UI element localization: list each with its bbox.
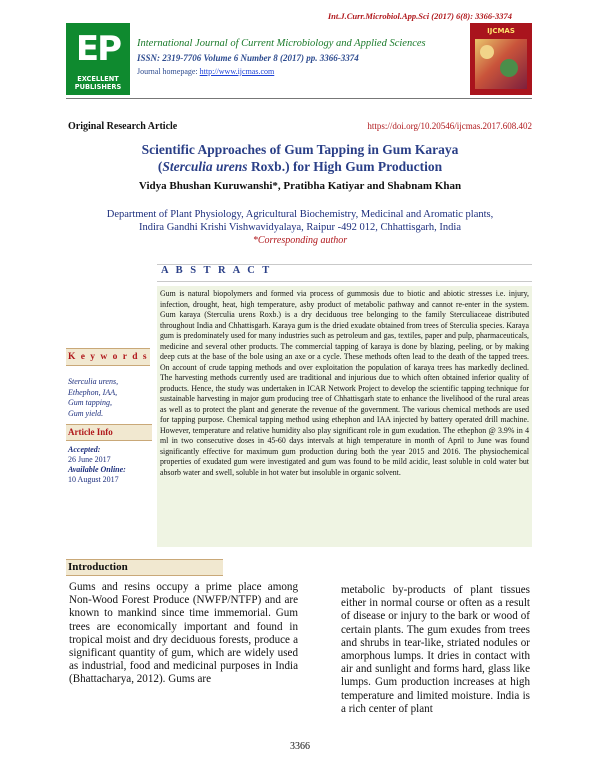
- keywords-heading: K e y w o r d s: [66, 348, 150, 366]
- cover-art-shape: [500, 59, 518, 77]
- introduction-column-2: metabolic by-products of plant tissues either in normal course or often as a result of disease or injury to the bark or wood of certain plants. The gum exudes from trees and shrubs in tear-like, striated nodules or amorphous lumps. It dries in contact with air and sunlight and forms hard, glass like lumps. Gum production increases at high temperature and limited moisture. India is a rich center of plant: [341, 584, 530, 715]
- running-head: Int.J.Curr.Microbiol.App.Sci (2017) 6(8): 3366-3374: [327, 11, 512, 21]
- publisher-logo-mark: EP: [75, 29, 121, 69]
- affiliation-line-2: Indira Gandhi Krishi Vishwavidyalaya, Raipur -492 012, Chhattisgarh, India: [139, 222, 461, 233]
- article-type: Original Research Article: [68, 121, 178, 132]
- title-paren: (: [157, 159, 163, 174]
- journal-cover-image: [470, 23, 532, 95]
- abstract-heading-rule: [157, 281, 532, 282]
- available-online-date: 10 August 2017: [68, 475, 119, 484]
- publisher-name: EXCELLENT PUBLISHERS: [74, 75, 122, 91]
- issn-line: ISSN: 2319-7706 Volume 6 Number 8 (2017) pp. 3366-3374: [137, 53, 359, 63]
- title-line-2-rest: Roxb.) for High Gum Production: [247, 159, 443, 174]
- homepage-link[interactable]: http://www.ijcmas.com: [199, 67, 275, 76]
- affiliation: [0, 208, 600, 247]
- title-line-1: Scientific Approaches of Gum Tapping in Gum Karaya: [141, 142, 459, 157]
- article-info-heading: Article Info: [66, 424, 152, 441]
- homepage-label: Journal homepage:: [137, 67, 200, 76]
- doi-link[interactable]: https://doi.org/10.20546/ijcmas.2017.608.402: [367, 121, 532, 131]
- cover-label: IJCMAS: [487, 27, 515, 35]
- keyword-item: Gum yield.: [68, 408, 104, 418]
- accepted-label: Accepted:: [68, 445, 101, 454]
- abstract-text: Gum is natural biopolymers and formed via process of gummosis due to biotic and abiotic stresses i.e. injury, infection, drought, heat, high temperature, asby product of metabolic pathway and cannot re-enter in the system. Gum karaya (Sterculia urens Roxb.) is a dry deciduous tree belonging to the family Sterculiaceae distributed throughout India and Chhattisgarh. Karaya gum is the dried exudate obtained from trees of Sterculia species. Karaya gum is predominately used for many industries such as petroleum and gas, textiles, paper and pulp, pharmaceuticals, medicine and several other products. The commercial tapping of karaya is done by blazing, peeling, or by making deep cuts at the base of the bole using an axe or a cycle. These methods often lead to the death of the tapped trees. On account of crude tapping methods and over exploitation the population of karaya trees has markedly declined. The harvesting methods currently used are traditional and injurious due to which often obtained inferior quality of products. Hence, the study was undertaken in ICAR Network Project to develop the scientific tapping technique for sustainable harvesting in major gum producing tree of Chhattisgarh state to enhance the livelihood of the rural areas as well as to protect the plant and generate the revenue of the government. The various chemical methods are used for tapping purpose. Chemical tapping method using ethephon and IAA injected by battery operated drill machine. However, temperature and relative humidity also play significant role in gum exudation. The ethephon @ 3.9% in 4 ml in two consecutive doses in 45-60 days intervals at high temperature in month of April to June was found significantly effective for maximum gum production during both the year 2015 and 2016. The physiochemical properties of exudated gum were investigated and gum was found to be mild acidic, least soluble in cold water but absorb water and swell, soluble in hot water but insoluble in organic solvent.: [160, 289, 529, 477]
- paper-title: [0, 141, 600, 175]
- keyword-item: Sterculia urens,: [68, 377, 119, 386]
- abstract-heading: A B S T R A C T: [161, 265, 272, 276]
- authors: Vidya Bhushan Kuruwanshi*, Pratibha Katiyar and Shabnam Khan: [138, 180, 462, 192]
- affiliation-line-1: Department of Plant Physiology, Agricultural Biochemistry, Medicinal and Aromatic plants,: [106, 209, 494, 220]
- title-line-2: [0, 158, 600, 175]
- journal-title: International Journal of Current Microbiology and Applied Sciences: [137, 38, 426, 49]
- keywords-list: [68, 377, 150, 419]
- introduction-heading: Introduction: [66, 559, 223, 576]
- header-divider: [66, 98, 532, 99]
- available-online-label: Available Online:: [68, 465, 126, 474]
- publisher-logo: [66, 23, 130, 95]
- journal-homepage: [137, 67, 274, 76]
- keyword-item: Gum tapping,: [68, 398, 112, 407]
- accepted-date: 26 June 2017: [68, 455, 111, 464]
- cover-art-shape: [480, 45, 494, 59]
- page-number: 3366: [290, 741, 310, 752]
- introduction-column-1: Gums and resins occupy a prime place among Non-Wood Forest Produce (NWFP/NTFP) and are known to mankind since time immemorial. Gum trees are economically important and found in tropical moist and dry deciduous forests, produce a significant quantity of gum, which are widely used as industrial, food and medicinal purposes in India (Bhattacharya, 2012). Gums are: [69, 581, 298, 686]
- keyword-item: Ethephon, IAA,: [68, 387, 118, 397]
- title-species: Sterculia urens: [162, 159, 248, 174]
- corresponding-author: *Corresponding author: [252, 235, 348, 246]
- article-info-list: [68, 445, 150, 485]
